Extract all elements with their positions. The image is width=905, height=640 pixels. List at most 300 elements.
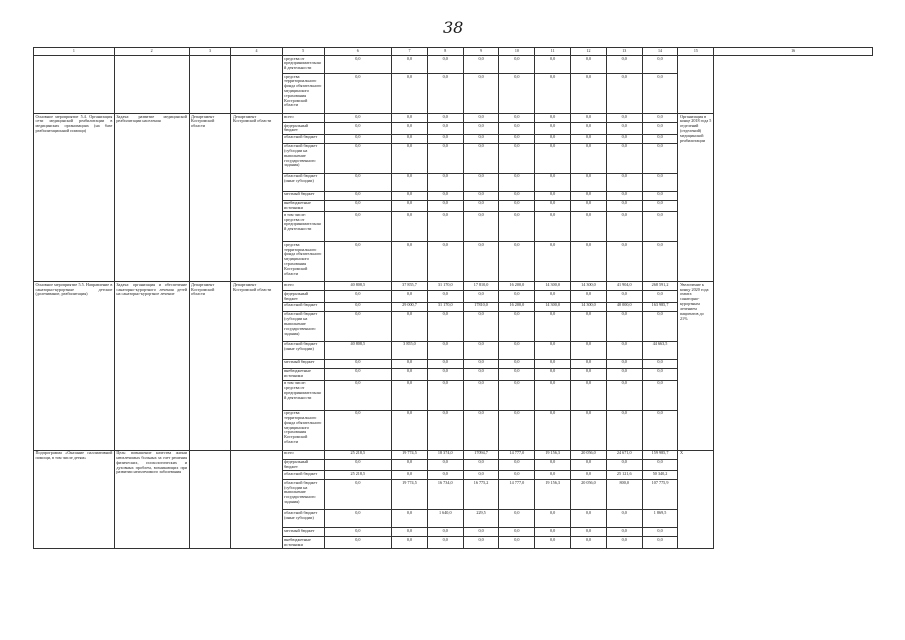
amount-cell: 0,0 xyxy=(427,459,463,471)
column-number-14: 14 xyxy=(642,48,678,56)
executor-cell: Департамент Костромской области xyxy=(189,114,231,282)
funding-source-label: средства территориального фонда обязательного медицинского страхования Костромской области xyxy=(282,242,324,282)
amount-cell: 0,0 xyxy=(463,242,499,282)
amount-cell: 0,0 xyxy=(606,341,642,359)
amount-cell: 14 300,0 xyxy=(535,302,571,311)
amount-cell: 0,0 xyxy=(324,114,392,123)
table-row xyxy=(34,282,873,291)
column-number-3: 3 xyxy=(189,48,231,56)
amount-cell: 14 300,0 xyxy=(535,282,571,291)
amount-cell: 0,0 xyxy=(463,143,499,173)
amount-cell: 0,0 xyxy=(571,134,607,143)
amount-cell: 0,0 xyxy=(392,471,428,480)
amount-cell: 0,0 xyxy=(571,212,607,242)
column-number-7: 7 xyxy=(392,48,428,56)
amount-cell: 0,0 xyxy=(324,143,392,173)
amount-cell: 0,0 xyxy=(463,471,499,480)
amount-cell: 0,0 xyxy=(499,114,535,123)
amount-cell: 0,0 xyxy=(535,471,571,480)
amount-cell: 0,0 xyxy=(427,242,463,282)
amount-cell: 0,0 xyxy=(499,380,535,410)
funding-source-label: областной бюджет xyxy=(282,302,324,311)
amount-cell: 0,0 xyxy=(642,200,678,212)
amount-cell: 0,0 xyxy=(427,74,463,114)
amount-cell: 0,0 xyxy=(535,368,571,380)
amount-cell: 0,0 xyxy=(324,242,392,282)
amount-cell: 0,0 xyxy=(642,134,678,143)
column-number-4: 4 xyxy=(231,48,282,56)
amount-cell: 0,0 xyxy=(606,537,642,549)
amount-cell: 0,0 xyxy=(642,368,678,380)
amount-cell: 0,0 xyxy=(392,123,428,135)
amount-cell: 0,0 xyxy=(463,114,499,123)
amount-cell: 0,0 xyxy=(324,302,392,311)
amount-cell: 0,0 xyxy=(571,341,607,359)
column-number-row xyxy=(34,48,873,56)
amount-cell: 0,0 xyxy=(499,510,535,528)
task-cell: Цель: повышение качества жизни неизлечимых больных за счет решения физических, психологических и духовных проблем, возникающих при развитии неизлечимого заболевания xyxy=(114,450,189,548)
amount-cell: 0,0 xyxy=(324,212,392,242)
amount-cell: 0,0 xyxy=(642,143,678,173)
amount-cell: 0,0 xyxy=(463,359,499,368)
amount-cell: 0,0 xyxy=(571,200,607,212)
amount-cell: 0,0 xyxy=(499,191,535,200)
amount-cell: 18 374,0 xyxy=(427,450,463,459)
amount-cell: 0,0 xyxy=(427,410,463,450)
amount-cell: 0,0 xyxy=(535,114,571,123)
amount-cell: 0,0 xyxy=(463,173,499,191)
task-cell xyxy=(114,56,189,114)
table-row xyxy=(34,114,873,123)
amount-cell: 0,0 xyxy=(324,368,392,380)
amount-cell: 3 855,0 xyxy=(392,341,428,359)
amount-cell: 0,0 xyxy=(499,56,535,74)
amount-cell: 0,0 xyxy=(571,528,607,537)
amount-cell: 16 734,0 xyxy=(427,480,463,510)
amount-cell: 0,0 xyxy=(427,114,463,123)
amount-cell: 0,0 xyxy=(642,123,678,135)
expected-result-cell: Увеличение к концу 2020 года охвата санаторно-курортным лечением пациентов до 21% xyxy=(678,282,714,450)
amount-cell: 16 775,2 xyxy=(463,480,499,510)
amount-cell: 0,0 xyxy=(392,212,428,242)
amount-cell: 159 985,7 xyxy=(642,450,678,459)
amount-cell: 0,0 xyxy=(324,459,392,471)
amount-cell: 0,0 xyxy=(571,368,607,380)
table-row xyxy=(34,56,873,74)
amount-cell: 0,0 xyxy=(571,291,607,303)
executor-cell xyxy=(189,450,231,548)
amount-cell: 0,0 xyxy=(427,291,463,303)
amount-cell: 0,0 xyxy=(324,537,392,549)
funding-source-label: средства территориального фонда обязательного медицинского страхования Костромской области xyxy=(282,74,324,114)
amount-cell: 0,0 xyxy=(535,380,571,410)
amount-cell: 24 671,0 xyxy=(606,450,642,459)
amount-cell: 0,0 xyxy=(392,191,428,200)
column-number-9: 9 xyxy=(463,48,499,56)
funding-source-label: внебюджетные источники xyxy=(282,368,324,380)
funding-source-label: местный бюджет xyxy=(282,359,324,368)
amount-cell: 0,0 xyxy=(606,528,642,537)
amount-cell: 0,0 xyxy=(606,114,642,123)
amount-cell: 0,0 xyxy=(642,212,678,242)
funding-source-label: средства от предпринимательской деятельности xyxy=(282,56,324,74)
amount-cell: 0,0 xyxy=(499,459,535,471)
amount-cell: 0,0 xyxy=(642,528,678,537)
amount-cell: 14 777,0 xyxy=(499,480,535,510)
amount-cell: 0,0 xyxy=(606,311,642,341)
amount-cell: 0,0 xyxy=(427,134,463,143)
amount-cell: 0,0 xyxy=(427,359,463,368)
amount-cell: 0,0 xyxy=(499,528,535,537)
amount-cell: 0,0 xyxy=(392,510,428,528)
amount-cell: 17094,7 xyxy=(463,450,499,459)
amount-cell: 0,0 xyxy=(535,242,571,282)
amount-cell: 0,0 xyxy=(535,410,571,450)
column-number-1: 1 xyxy=(34,48,115,56)
amount-cell: 0,0 xyxy=(642,173,678,191)
amount-cell: 0,0 xyxy=(642,410,678,450)
page-number: 38 xyxy=(443,18,464,37)
amount-cell: 0,0 xyxy=(606,368,642,380)
funding-source-label: федеральный бюджет xyxy=(282,459,324,471)
amount-cell: 0,0 xyxy=(535,56,571,74)
amount-cell: 31 170,0 xyxy=(427,282,463,291)
amount-cell: 0,0 xyxy=(427,380,463,410)
amount-cell: 0,0 xyxy=(499,537,535,549)
amount-cell: 0,0 xyxy=(427,471,463,480)
amount-cell: 40 808,5 xyxy=(324,282,392,291)
amount-cell: 0,0 xyxy=(499,311,535,341)
amount-cell: 0,0 xyxy=(571,410,607,450)
amount-cell: 44 663,5 xyxy=(642,341,678,359)
amount-cell: 0,0 xyxy=(571,56,607,74)
amount-cell: 0,0 xyxy=(324,380,392,410)
amount-cell: 0,0 xyxy=(463,341,499,359)
amount-cell: 0,0 xyxy=(463,191,499,200)
amount-cell: 800,0 xyxy=(606,480,642,510)
amount-cell: 0,0 xyxy=(499,471,535,480)
amount-cell: 0,0 xyxy=(499,242,535,282)
event-name-cell: Подпрограмма «Оказание паллиативной помощи, в том числе детям» xyxy=(34,450,115,548)
amount-cell: 0,0 xyxy=(535,528,571,537)
expected-result-cell: Организация в конце 2018 года 5 отделений (отделений) медицинской реабилитации xyxy=(678,114,714,282)
column-number-8: 8 xyxy=(427,48,463,56)
amount-cell: 17810,0 xyxy=(463,302,499,311)
amount-cell: 0,0 xyxy=(427,368,463,380)
amount-cell: 0,0 xyxy=(324,480,392,510)
amount-cell: 0,0 xyxy=(392,134,428,143)
amount-cell: 0,0 xyxy=(499,74,535,114)
amount-cell: 0,0 xyxy=(392,291,428,303)
amount-cell: 0,0 xyxy=(324,74,392,114)
amount-cell: 0,0 xyxy=(571,242,607,282)
column-number-11: 11 xyxy=(535,48,571,56)
funding-source-label: областной бюджет (субсидии на выполнение государственного задания) xyxy=(282,480,324,510)
funding-source-label: всего xyxy=(282,282,324,291)
amount-cell: 0,0 xyxy=(499,143,535,173)
amount-cell: 19 774,5 xyxy=(392,480,428,510)
amount-cell: 0,0 xyxy=(392,114,428,123)
amount-cell: 0,0 xyxy=(324,410,392,450)
funding-source-label: областной бюджет (иные субсидии) xyxy=(282,341,324,359)
amount-cell: 0,0 xyxy=(392,528,428,537)
amount-cell: 0,0 xyxy=(499,212,535,242)
amount-cell: 0,0 xyxy=(642,242,678,282)
amount-cell: 0,0 xyxy=(535,191,571,200)
task-cell: Задача: развитие медицинской реабилитации населения xyxy=(114,114,189,282)
amount-cell: 0,0 xyxy=(571,74,607,114)
coexecutor-cell: Департамент Костромской области xyxy=(231,114,282,282)
amount-cell: 0,0 xyxy=(499,134,535,143)
amount-cell: 0,0 xyxy=(642,291,678,303)
amount-cell: 0,0 xyxy=(642,114,678,123)
amount-cell: 0,0 xyxy=(606,510,642,528)
amount-cell: 25 218,5 xyxy=(324,471,392,480)
amount-cell: 107 775,9 xyxy=(642,480,678,510)
amount-cell: 14 777,0 xyxy=(499,450,535,459)
column-number-5: 5 xyxy=(282,48,324,56)
amount-cell: 0,0 xyxy=(324,359,392,368)
amount-cell: 0,0 xyxy=(427,528,463,537)
amount-cell: 0,0 xyxy=(606,380,642,410)
amount-cell: 19 156,3 xyxy=(535,450,571,459)
funding-source-label: средства территориального фонда обязательного медицинского страхования Костромской области xyxy=(282,410,324,450)
funding-source-label: федеральный бюджет xyxy=(282,123,324,135)
amount-cell: 0,0 xyxy=(499,368,535,380)
amount-cell: 0,0 xyxy=(463,200,499,212)
amount-cell: 0,0 xyxy=(642,537,678,549)
amount-cell: 0,0 xyxy=(606,56,642,74)
executor-cell xyxy=(189,56,231,114)
amount-cell: 0,0 xyxy=(324,123,392,135)
amount-cell: 0,0 xyxy=(642,74,678,114)
amount-cell: 14 300,0 xyxy=(571,302,607,311)
amount-cell: 0,0 xyxy=(606,143,642,173)
amount-cell: 0,0 xyxy=(571,173,607,191)
column-number-15: 15 xyxy=(678,48,714,56)
amount-cell: 16 200,0 xyxy=(499,302,535,311)
amount-cell: 0,0 xyxy=(535,291,571,303)
column-number-2: 2 xyxy=(114,48,189,56)
amount-cell: 0,0 xyxy=(324,191,392,200)
amount-cell: 0,0 xyxy=(642,459,678,471)
event-name-cell xyxy=(34,56,115,114)
amount-cell: 0,0 xyxy=(535,537,571,549)
amount-cell: 0,0 xyxy=(463,410,499,450)
amount-cell: 16 200,0 xyxy=(499,282,535,291)
amount-cell: 0,0 xyxy=(499,341,535,359)
amount-cell: 0,0 xyxy=(535,341,571,359)
amount-cell: 0,0 xyxy=(392,459,428,471)
amount-cell: 0,0 xyxy=(427,56,463,74)
amount-cell: 0,0 xyxy=(606,242,642,282)
amount-cell: 0,0 xyxy=(392,537,428,549)
coexecutor-cell xyxy=(231,450,282,548)
funding-source-label: областной бюджет xyxy=(282,471,324,480)
table-row xyxy=(34,450,873,459)
amount-cell: 0,0 xyxy=(324,173,392,191)
amount-cell: 0,0 xyxy=(499,200,535,212)
amount-cell: 0,0 xyxy=(324,291,392,303)
amount-cell: 0,0 xyxy=(463,134,499,143)
amount-cell: 0,0 xyxy=(463,291,499,303)
funding-source-label: областной бюджет (субсидии на выполнение государственного задания) xyxy=(282,143,324,173)
amount-cell: 0,0 xyxy=(463,537,499,549)
funding-source-label: всего xyxy=(282,450,324,459)
amount-cell: 0,0 xyxy=(427,311,463,341)
executor-cell: Департамент Костромской области xyxy=(189,282,231,450)
amount-cell: 40 808,5 xyxy=(324,341,392,359)
amount-cell: 0,0 xyxy=(571,143,607,173)
amount-cell: 0,0 xyxy=(427,143,463,173)
amount-cell: 0,0 xyxy=(571,114,607,123)
event-name-cell: Основное мероприятие 5.4. Организация сети медицинской реабилитации в медицинских организациях (на базе реабилитационной помощи) xyxy=(34,114,115,282)
amount-cell: 0,0 xyxy=(427,191,463,200)
amount-cell: 25 121,6 xyxy=(606,471,642,480)
amount-cell: 268 591,2 xyxy=(642,282,678,291)
amount-cell: 0,0 xyxy=(392,56,428,74)
amount-cell: 0,0 xyxy=(463,528,499,537)
amount-cell: 0,0 xyxy=(571,537,607,549)
funding-source-label: всего xyxy=(282,114,324,123)
funding-source-label: областной бюджет (иные субсидии) xyxy=(282,510,324,528)
amount-cell: 0,0 xyxy=(324,200,392,212)
amount-cell: 0,0 xyxy=(324,528,392,537)
amount-cell: 0,0 xyxy=(606,291,642,303)
funding-source-label: местный бюджет xyxy=(282,191,324,200)
column-number-16: 16 xyxy=(714,48,873,56)
amount-cell: 0,0 xyxy=(606,459,642,471)
amount-cell: 0,0 xyxy=(499,291,535,303)
amount-cell: 0,0 xyxy=(606,359,642,368)
amount-cell: 31 170,0 xyxy=(427,302,463,311)
amount-cell: 229,5 xyxy=(463,510,499,528)
amount-cell: 0,0 xyxy=(571,510,607,528)
amount-cell: 0,0 xyxy=(392,242,428,282)
amount-cell: 0,0 xyxy=(499,359,535,368)
amount-cell: 0,0 xyxy=(606,74,642,114)
amount-cell: 0,0 xyxy=(642,191,678,200)
amount-cell: 0,0 xyxy=(499,123,535,135)
coexecutor-cell xyxy=(231,56,282,114)
amount-cell: 0,0 xyxy=(392,143,428,173)
funding-source-label: местный бюджет xyxy=(282,528,324,537)
amount-cell: 0,0 xyxy=(571,359,607,368)
amount-cell: 0,0 xyxy=(571,459,607,471)
amount-cell: 0,0 xyxy=(392,359,428,368)
amount-cell: 0,0 xyxy=(535,459,571,471)
amount-cell: 0,0 xyxy=(642,56,678,74)
amount-cell: 0,0 xyxy=(535,173,571,191)
amount-cell: 0,0 xyxy=(535,143,571,173)
amount-cell: 0,0 xyxy=(606,212,642,242)
amount-cell: 0,0 xyxy=(606,410,642,450)
amount-cell: 0,0 xyxy=(642,359,678,368)
amount-cell: 0,0 xyxy=(463,380,499,410)
amount-cell: 0,0 xyxy=(392,173,428,191)
amount-cell: 0,0 xyxy=(535,200,571,212)
amount-cell: 0,0 xyxy=(392,311,428,341)
amount-cell: 17 810,0 xyxy=(463,282,499,291)
amount-cell: 0,0 xyxy=(427,173,463,191)
amount-cell: 25 218,5 xyxy=(324,450,392,459)
amount-cell: 29 000,7 xyxy=(392,302,428,311)
funding-source-label: областной бюджет (иные субсидии) xyxy=(282,173,324,191)
amount-cell: 0,0 xyxy=(427,212,463,242)
amount-cell: 0,0 xyxy=(427,537,463,549)
amount-cell: 0,0 xyxy=(571,380,607,410)
amount-cell: 0,0 xyxy=(606,173,642,191)
amount-cell: 0,0 xyxy=(606,191,642,200)
amount-cell: 0,0 xyxy=(606,123,642,135)
funding-source-label: областной бюджет (субсидии на выполнение государственного задания) xyxy=(282,311,324,341)
expected-result-cell: X xyxy=(678,450,714,548)
amount-cell: 14 300,0 xyxy=(571,282,607,291)
amount-cell: 0,0 xyxy=(535,123,571,135)
amount-cell: 0,0 xyxy=(324,510,392,528)
amount-cell: 0,0 xyxy=(463,459,499,471)
amount-cell: 19 774,5 xyxy=(392,450,428,459)
amount-cell: 163 985,7 xyxy=(642,302,678,311)
event-name-cell: Основное мероприятие 5.5. Направление в санаторно-курортные детские (долечивание, реабилитация) xyxy=(34,282,115,450)
amount-cell: 0,0 xyxy=(463,74,499,114)
amount-cell: 1 640,0 xyxy=(427,510,463,528)
amount-cell: 20 056,0 xyxy=(571,480,607,510)
amount-cell: 0,0 xyxy=(427,123,463,135)
funding-source-label: федеральный бюджет xyxy=(282,291,324,303)
amount-cell: 0,0 xyxy=(499,410,535,450)
amount-cell: 50 340,2 xyxy=(642,471,678,480)
amount-cell: 0,0 xyxy=(463,56,499,74)
amount-cell: 0,0 xyxy=(571,471,607,480)
amount-cell: 0,0 xyxy=(535,134,571,143)
amount-cell: 0,0 xyxy=(463,368,499,380)
funding-source-label: в том числе: средства от предпринимательской деятельности xyxy=(282,212,324,242)
amount-cell: 0,0 xyxy=(642,311,678,341)
amount-cell: 0,0 xyxy=(392,74,428,114)
amount-cell: 0,0 xyxy=(535,212,571,242)
amount-cell: 0,0 xyxy=(535,74,571,114)
table-body xyxy=(34,56,873,549)
amount-cell: 1 869,5 xyxy=(642,510,678,528)
amount-cell: 41 904,0 xyxy=(606,282,642,291)
amount-cell: 0,0 xyxy=(392,410,428,450)
amount-cell: 0,0 xyxy=(463,212,499,242)
amount-cell: 19 156,3 xyxy=(535,480,571,510)
amount-cell: 0,0 xyxy=(463,123,499,135)
amount-cell: 0,0 xyxy=(392,380,428,410)
amount-cell: 0,0 xyxy=(427,200,463,212)
amount-cell: 0,0 xyxy=(571,311,607,341)
amount-cell: 0,0 xyxy=(535,359,571,368)
amount-cell: 0,0 xyxy=(499,173,535,191)
amount-cell: 0,0 xyxy=(606,134,642,143)
amount-cell: 0,0 xyxy=(571,191,607,200)
amount-cell: 40 000,0 xyxy=(606,302,642,311)
column-number-13: 13 xyxy=(606,48,642,56)
budget-table xyxy=(33,47,873,549)
amount-cell: 0,0 xyxy=(427,341,463,359)
amount-cell: 0,0 xyxy=(571,123,607,135)
funding-source-label: внебюджетные источники xyxy=(282,200,324,212)
amount-cell: 0,0 xyxy=(392,368,428,380)
amount-cell: 0,0 xyxy=(606,200,642,212)
amount-cell: 37 855,7 xyxy=(392,282,428,291)
column-number-6: 6 xyxy=(324,48,392,56)
amount-cell: 20 056,0 xyxy=(571,450,607,459)
coexecutor-cell: Департамент Костромской области xyxy=(231,282,282,450)
expected-result-cell xyxy=(678,56,714,114)
